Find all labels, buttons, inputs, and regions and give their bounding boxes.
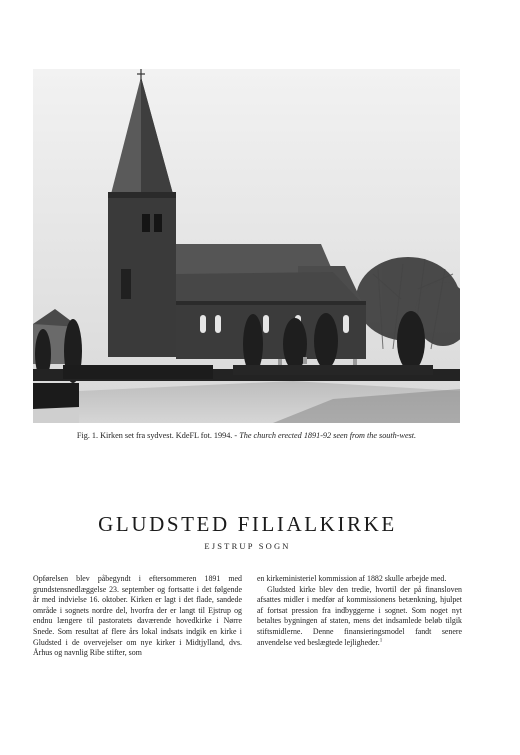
page-title: GLUDSTED FILIALKIRKE xyxy=(98,512,397,536)
body-paragraph-text: Gludsted kirke blev den tredie, hvortil der på finansloven afsattes midler i medfør af kommissionens betænkning, hjulpet af fortsat pression fra indbyggerne i sognet. Som noget nyt betaltes bygningen af staten, mens det indsamlede beløb tilgik stiftsmidlerne. Denne finansieringsmodel fandt senere anvendelse ved beslægtede lejligheder. xyxy=(257,584,462,647)
body-paragraph: Opførelsen blev påbegyndt i eftersommeren 1891 med grundstensnedlæggelse 23. september og fortsatte i det følgende år med indvielse 16. oktober. Kirken er lagt i det flade, sandede område i sognets nordre del, hvorfra der er langt til Ejstrup og endnu længere til pastoratets daværende hovedkirke i Nørre Snede. Som resultat af flere års lokal indsats indgik en kirke i Gludsted i de overvejelser om nye kirker i Midtjylland, dvs. Århus og navnlig Ribe stifter, som xyxy=(33,574,242,658)
text-column-left xyxy=(33,574,242,659)
figure-caption xyxy=(33,431,460,440)
body-paragraph-with-footnote xyxy=(257,585,462,649)
figure-caption-danish: Fig. 1. Kirken set fra sydvest. KdeFL fot. 1994. - xyxy=(76,431,238,440)
church-photograph xyxy=(33,69,460,423)
figure-caption-english: The church erected 1891-92 seen from the south-west. xyxy=(239,431,417,440)
body-paragraph: en kirkeministeriel kommission af 1882 skulle arbejde med. xyxy=(257,574,447,583)
text-column-right xyxy=(257,574,462,648)
page-subtitle: EJSTRUP SOGN xyxy=(204,541,291,551)
footnote-marker: 1 xyxy=(379,637,383,643)
